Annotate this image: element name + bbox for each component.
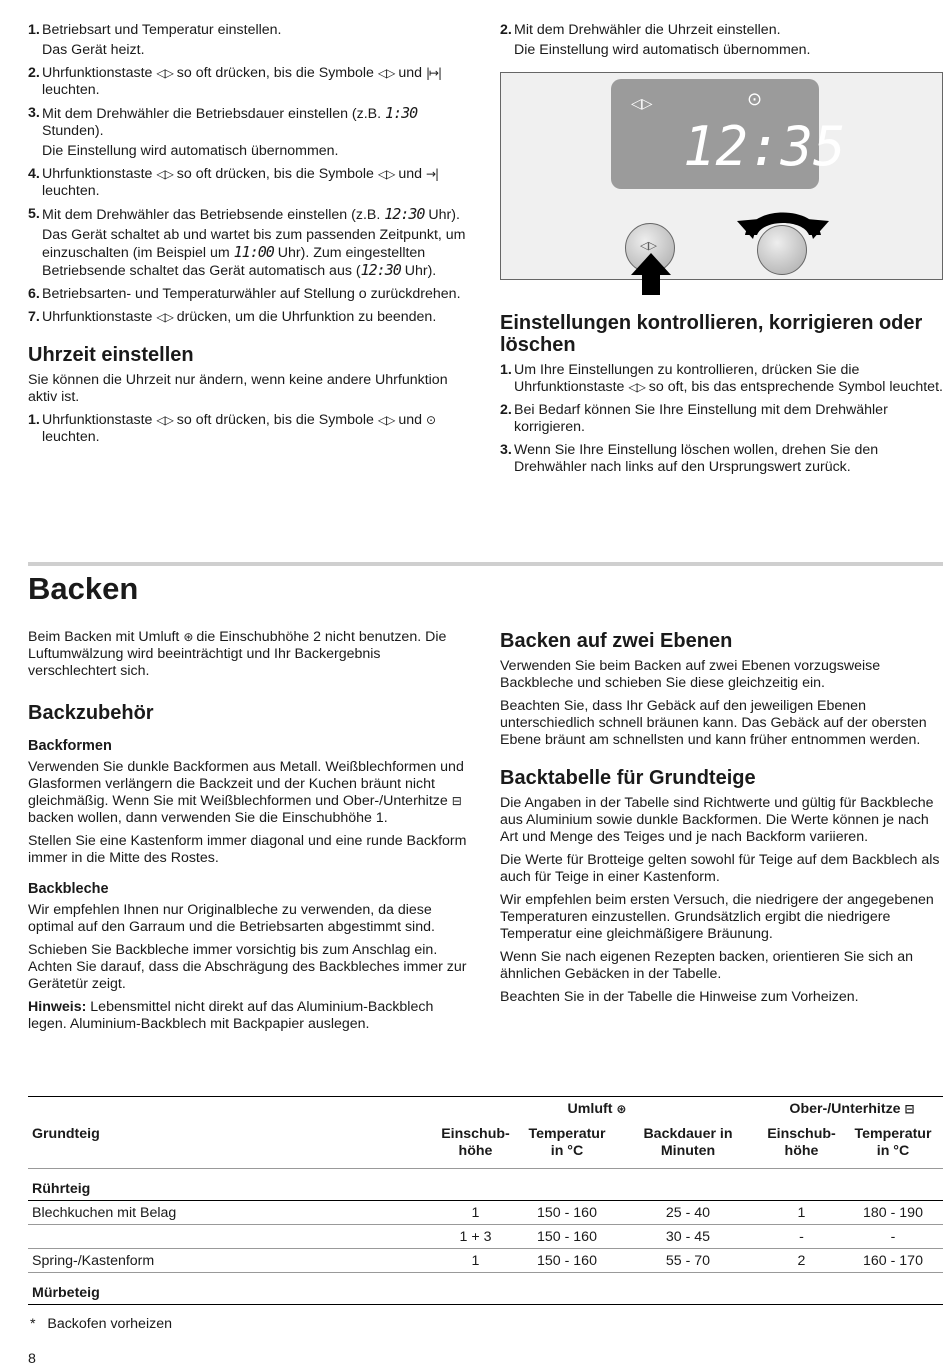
step-text: Das Gerät heizt. (42, 42, 145, 58)
segment-display-value: 1:30 (385, 104, 418, 122)
backtabelle-text-4: Wenn Sie nach eigenen Rezepten backen, orientieren Sie sich an ähnlichen Gebäcken in der Tabelle. (500, 949, 914, 982)
uhrzeit-text: Sie können die Uhrzeit nur ändern, wenn keine andere Uhrfunktion aktiv ist. (28, 372, 448, 405)
control-panel-illustration (500, 72, 943, 280)
table-group-header (28, 1097, 943, 1121)
step-2 (28, 65, 473, 99)
step-text: Das Gerät schaltet ab und wartet bis zum passenden Zeitpunkt, um einzuschalten (im Beispiel um 11:00 Uhr). Zum eingestellten Betriebsende schaltet das Gerät automatisch aus (12:30 Uhr). (42, 227, 466, 279)
clock-function-icon: ◁▷ (156, 66, 173, 80)
backtabelle-text-1: Die Angaben in der Tabelle sind Richtwerte und gültig für Backbleche aus Aluminium sowie dunkle Backformen. Die Werte können je nach Art und Menge des Teiges und je nach Backform variieren. (500, 795, 934, 845)
umluft-group: Umluft ⊛ (567, 1101, 626, 1117)
step-7 (28, 309, 473, 326)
step-text: Uhrfunktionstaste ◁▷ so oft drücken, bis die Symbole ◁▷ und →| leuchten. (42, 166, 439, 199)
backtabelle-heading: Backtabelle für Grundteige (500, 767, 756, 789)
step-text: Wenn Sie Ihre Einstellung löschen wollen, drehen Sie den Drehwähler nach links auf den Ursprungswert zurück. (514, 442, 879, 475)
page-number: 8 (28, 1351, 36, 1367)
kontroll-step-3 (500, 442, 943, 476)
table-row: 1 + 3 150 - 160 30 - 45 - - (28, 1225, 943, 1249)
clock-function-icon: ◁▷ (377, 413, 395, 427)
backtabelle-text-2: Die Werte für Brotteige gelten sowohl für Teige auf dem Backblech als auch für Teige in einer Kastenform. (500, 852, 940, 885)
clock-icon: ⊙ (747, 89, 763, 109)
step-number: 2. (500, 402, 512, 418)
step-number: 1. (500, 362, 512, 378)
clock-function-icon: ◁▷ (377, 167, 395, 181)
step-text: Betriebsart und Temperatur einstellen. (42, 22, 282, 38)
column-header: Temperatur in °C (528, 1126, 606, 1159)
backbleche-heading: Backbleche (28, 881, 109, 897)
convection-icon: ⊛ (183, 630, 193, 644)
kontroll-step-1 (500, 362, 943, 396)
step-number: 7. (28, 309, 40, 325)
duration-icon: |↦| (425, 66, 442, 80)
clock-function-icon: ◁▷ (628, 380, 645, 394)
step-text: Bei Bedarf können Sie Ihre Einstellung mit dem Drehwähler korrigieren. (514, 402, 888, 435)
column-header: Temperatur in °C (854, 1126, 932, 1159)
backformen-heading: Backformen (28, 738, 112, 754)
step-number: 2. (28, 65, 40, 81)
step-number: 2. (500, 22, 512, 38)
uhrzeit-steps-continued (500, 22, 943, 59)
backen-left-column (28, 629, 470, 1039)
rotate-arrow-icon (737, 191, 829, 241)
segment-display-value: 12:30 (384, 205, 425, 223)
step-text: Uhrfunktionstaste ◁▷ so oft drücken, bis die Symbole ◁▷ und |↦| leuchten. (42, 65, 442, 98)
step-number: 3. (500, 442, 512, 458)
kontroll-steps (500, 362, 943, 476)
step-number: 1. (28, 22, 40, 38)
backformen-text: Verwenden Sie dunkle Backformen aus Metall. Weißblechformen und Glasformen verlängern die Backzeit und der Kuchen bräunt nicht gleichmäßig. Wenn Sie mit Weißblechformen und Ober-/Unterhitze ⊟ backen wollen, dann verwenden Sie die Einschubhöhe 1. (28, 759, 464, 826)
convection-icon: ⊛ (616, 1102, 626, 1116)
step-text: Mit dem Drehwähler die Betriebsdauer einstellen (z.B. 1:30 Stunden). (42, 104, 418, 139)
backzubehoer-heading: Backzubehör (28, 702, 154, 724)
clock-function-icon: ◁▷ (631, 95, 653, 111)
left-column-top (28, 22, 473, 452)
right-column-top (500, 22, 943, 65)
display-time: 12:35 (683, 115, 846, 178)
step-2 (500, 22, 943, 59)
uhrzeit-step-1 (28, 412, 473, 446)
table-header-row (28, 1120, 943, 1169)
step-text: Mit dem Drehwähler das Betriebsende einstellen (z.B. 12:30 Uhr). (42, 205, 460, 223)
backtabelle (28, 1096, 943, 1305)
kontroll-step-2 (500, 402, 943, 436)
step-number: 5. (28, 206, 40, 222)
backen-title: Backen (28, 571, 139, 606)
step-text: Die Einstellung wird automatisch übernommen. (514, 42, 811, 58)
right-column-kontrolle (500, 296, 943, 482)
uhrzeit-steps (28, 412, 473, 446)
column-header: Grundteig (32, 1126, 100, 1142)
step-6 (28, 286, 473, 303)
oven-display (611, 79, 846, 189)
step-number: 3. (28, 105, 40, 121)
backen-right-column (500, 612, 943, 1012)
backtabelle-text-3: Wir empfehlen beim ersten Versuch, die niedrigere der angegebenen Temperaturen einzustellen. Grundsätzlich ergibt die niedrigere Temperatur eine gleichmäßigere Bräunung. (500, 892, 934, 942)
press-arrow-icon (627, 249, 675, 297)
segment-display-value: 12:30 (360, 261, 401, 279)
uhrzeit-heading: Uhrzeit einstellen (28, 344, 194, 366)
backen-intro: Beim Backen mit Umluft ⊛ die Einschubhöhe 2 nicht benutzen. Die Luftumwälzung wird beeinträchtigt und Ihr Backergebnis verschlechtert sich. (28, 629, 447, 679)
clock-function-icon: ◁▷ (156, 310, 173, 324)
clock-function-icon: ◁▷ (640, 240, 657, 252)
top-bottom-heat-icon: ⊟ (451, 794, 461, 808)
table-section-row: Mürbeteig (28, 1273, 943, 1305)
backbleche-text: Wir empfehlen Ihnen nur Originalbleche zu verwenden, da diese optimal auf den Garraum und die Betriebsarten abgestimmt sind. (28, 902, 435, 935)
step-text: Um Ihre Einstellungen zu kontrollieren, drücken Sie die Uhrfunktionstaste ◁▷ so oft, bis das entsprechende Symbol leuchtet. (514, 362, 943, 395)
zwei-ebenen-text: Verwenden Sie beim Backen auf zwei Ebenen vorzugsweise Backbleche und schieben Sie diese gleichzeitig ein. (500, 658, 881, 691)
top-bottom-heat-icon: ⊟ (904, 1102, 914, 1116)
end-time-icon: →| (425, 167, 439, 181)
step-5 (28, 206, 473, 280)
backbleche-text-2: Schieben Sie Backbleche immer vorsichtig bis zum Anschlag ein. Achten Sie darauf, dass die Abschrägung des Backbleches immer zur Gerätetür zeigt. (28, 942, 467, 992)
step-number: 6. (28, 286, 40, 302)
table-section-row: Rührteig (28, 1169, 943, 1201)
backtabelle-text-5: Beachten Sie in der Tabelle die Hinweise zum Vorheizen. (500, 989, 859, 1005)
footnote: * Backofen vorheizen (30, 1316, 172, 1332)
zwei-ebenen-text-2: Beachten Sie, dass Ihr Gebäck auf den jeweiligen Ebenen unterschiedlich schnell bräunen kann. Das Gebäck auf der obersten Ebene bräunt am schnellsten und kann früher entnommen werden. (500, 698, 927, 748)
hinweis: Hinweis: Lebensmittel nicht direkt auf das Aluminium-Backblech legen. Aluminium-Backblech mit Backpapier auslegen. (28, 999, 434, 1032)
step-4 (28, 166, 473, 200)
ober-unterhitze-group: Ober-/Unterhitze ⊟ (789, 1101, 914, 1117)
table-row: Blechkuchen mit Belag 1 150 - 160 25 - 40 1 180 - 190 (28, 1201, 943, 1225)
step-number: 1. (28, 412, 40, 428)
section-divider (28, 562, 943, 566)
step-text: Uhrfunktionstaste ◁▷ drücken, um die Uhrfunktion zu beenden. (42, 309, 437, 325)
step-text: Mit dem Drehwähler die Uhrzeit einstellen. (514, 22, 781, 38)
table-row: Spring-/Kastenform 1 150 - 160 55 - 70 2 160 - 170 (28, 1249, 943, 1273)
column-header: Einschub-höhe (767, 1126, 836, 1159)
clock-function-icon: ◁▷ (377, 66, 395, 80)
backformen-text-2: Stellen Sie eine Kastenform immer diagonal und eine runde Backform immer in die Mitte des Rostes. (28, 833, 467, 866)
step-text: Uhrfunktionstaste ◁▷ so oft drücken, bis die Symbole ◁▷ und ⊙ leuchten. (42, 412, 435, 445)
kontroll-heading: Einstellungen kontrollieren, korrigieren oder löschen (500, 312, 923, 356)
clock-icon: ⊙ (425, 413, 435, 427)
segment-display-value: 11:00 (233, 243, 274, 261)
uhrfunktion-steps (28, 22, 473, 326)
clock-function-icon: ◁▷ (156, 413, 173, 427)
column-header: Einschub-höhe (441, 1126, 510, 1159)
zwei-ebenen-heading: Backen auf zwei Ebenen (500, 630, 733, 652)
step-text: Betriebsarten- und Temperaturwähler auf Stellung o zurückdrehen. (42, 286, 461, 302)
step-1 (28, 22, 473, 59)
step-number: 4. (28, 166, 40, 182)
column-header: Backdauer in Minuten (643, 1126, 733, 1159)
clock-function-icon: ◁▷ (156, 167, 173, 181)
step-3 (28, 105, 473, 160)
step-text: Die Einstellung wird automatisch übernommen. (42, 143, 339, 159)
